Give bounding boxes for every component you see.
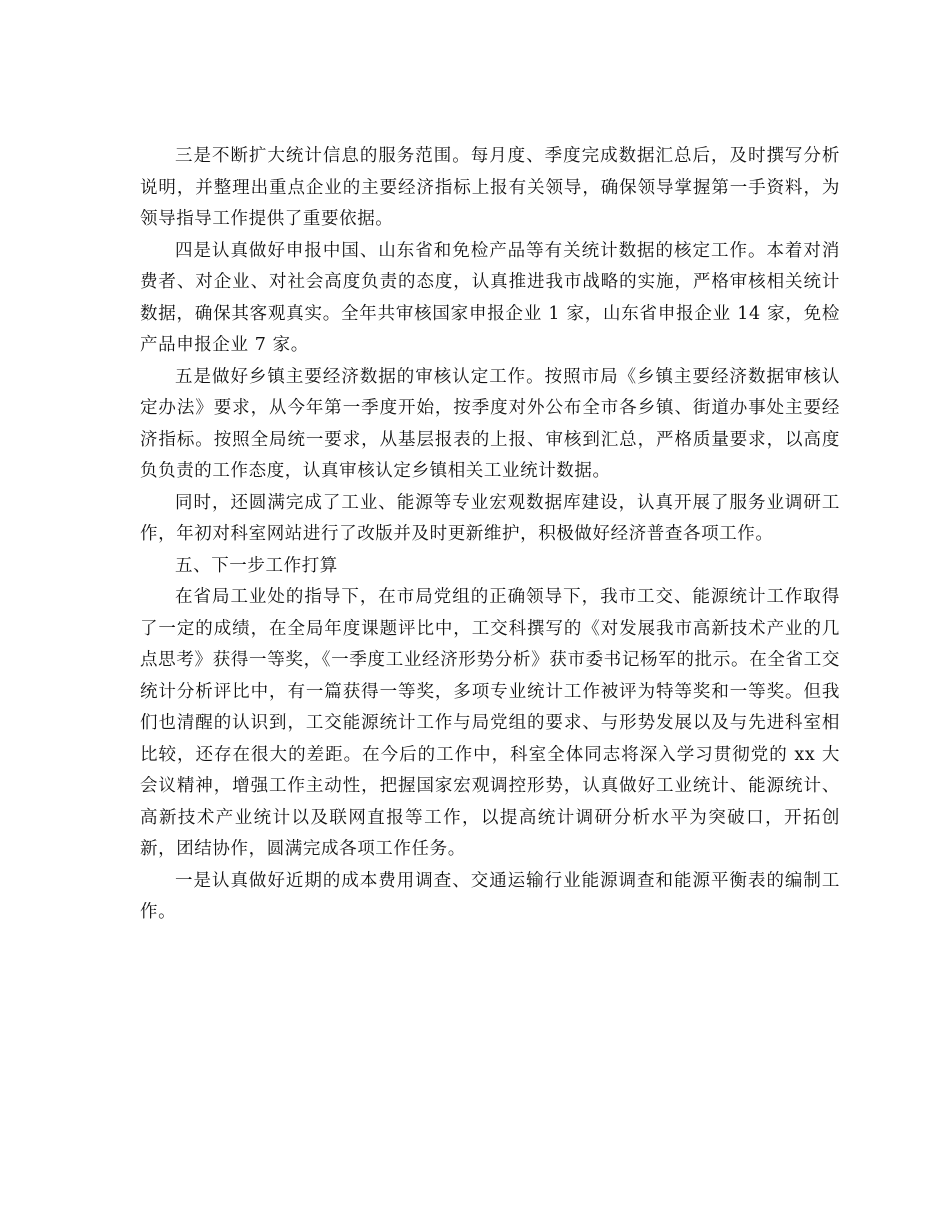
paragraph-achievements: 在省局工业处的指导下，在市局党组的正确领导下，我市工交、能源统计工作取得了一定的成绩，在全局年度课题评比中，工交科撰写的《对发展我市高新技术产业的几点思考》获得一等奖，《一季度工业经济形势分析》获市委书记杨军的批示。在全省工交统计分析评比中，有一篇获得一等奖，多项专业统计工作被评为特等奖和一等奖。但我们也清醒的认识到，工交能源统计工作与局党组的要求、与形势发展以及与先进科室相比较，还存在很大的差距。在今后的工作中，科室全体同志将深入学习贯彻党的 xx 大会议精神，增强工作主动性，把握国家宏观调控形势，认真做好工业统计、能源统计、高新技术产业统计以及联网直报等工作，以提高统计调研分析水平为突破口，开拓创新，团结协作，圆满完成各项工作任务。	[140, 587, 840, 859]
paragraph-plan-1: 一是认真做好近期的成本费用调查、交通运输行业能源调查和能源平衡表的编制工作。	[140, 870, 840, 922]
paragraph-4-verification: 四是认真做好申报中国、山东省和免检产品等有关统计数据的核定工作。本着对消费者、对企业、对社会高度负责的态度，认真推进我市战略的实施，严格审核相关统计数据，确保其客观真实。全年共审核国家申报企业 1 家，山东省申报企业 14 家，免检产品申报企业 7 家。	[140, 240, 840, 355]
paragraph-3-expand-service: 三是不断扩大统计信息的服务范围。每月度、季度完成数据汇总后，及时撰写分析说明，并整理出重点企业的主要经济指标上报有关领导，确保领导掌握第一手资料，为领导指导工作提供了重要依据。	[140, 146, 840, 229]
section-heading-next-steps: 五、下一步工作打算	[175, 555, 338, 576]
paragraph-5-township-audit: 五是做好乡镇主要经济数据的审核认定工作。按照市局《乡镇主要经济数据审核认定办法》要求，从今年第一季度开始，按季度对外公布全市各乡镇、街道办事处主要经济指标。按照全局统一要求，从基层报表的上报、审核到汇总，严格质量要求，以高度负负责的工作态度，认真审核认定乡镇相关工业统计数据。	[140, 366, 840, 481]
paragraph-database-construction: 同时，还圆满完成了工业、能源等专业宏观数据库建设，认真开展了服务业调研工作，年初对科室网站进行了改版并及时更新维护，积极做好经济普查各项工作。	[140, 492, 840, 544]
document-body	[140, 141, 840, 929]
